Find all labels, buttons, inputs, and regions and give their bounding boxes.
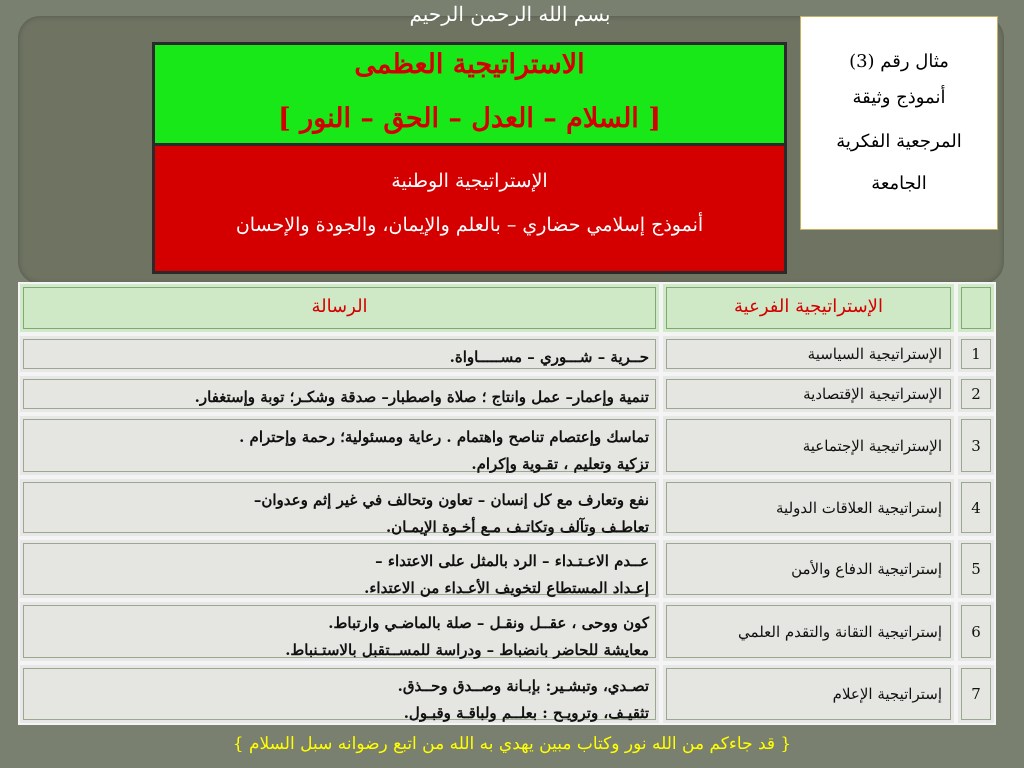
message-text: نفع وتعارف مع كل إنسان – تعاون وتحالف في غير إثم وعدوان– تعاطـف وتآلف وتكاتـف مـع أخـوة الإيمـان. [253,491,649,536]
national-strategy-box [152,146,787,274]
table-row [18,334,996,374]
branch-strategy: إستراتيجية التقانة والتقدم العلمي [738,622,942,641]
strategy-table [18,282,996,725]
branch-strategy: إستراتيجية العلاقات الدولية [776,498,942,517]
branch-strategy: إستراتيجية الإعلام [832,685,942,703]
example-box [800,16,998,230]
message-text: تماسك وإعتصام تناصح واهتمام . رعاية ومسئولية؛ رحمة وإحترام . تزكية وتعليم ، تقـوية وإكرام. [239,428,649,473]
header-num-cell [956,282,996,334]
table-row [18,600,996,663]
branch-strategy: الإستراتيجية الإقتصادية [803,385,942,403]
example-number: مثال رقم (3) [849,51,949,72]
header-branch-cell [661,282,956,334]
row-number: 6 [971,622,981,641]
quran-verse: { قد جاءكم من الله نور وكتاب مبين يهدي به الله من اتبع رضوانه سبل السلام } [232,734,792,754]
example-line-2: أنموذج وثيقة [852,87,946,108]
message-text: تنمية وإعمار– عمل وانتاج ؛ صلاة واصطبار– صدقة وشكـر؛ توبة وإستغفار. [194,388,649,406]
header-message-cell [18,282,661,334]
grand-strategy-values: [ السلام – العدل – الحق – النور ] [278,103,661,134]
row-number: 2 [971,385,981,403]
row-number: 7 [971,685,981,703]
table-row [18,477,996,538]
branch-strategy: الإستراتيجية السياسية [807,345,942,363]
table-row [18,414,996,477]
table-row [18,663,996,725]
bismillah-text: بسم الله الرحمن الرحيم [409,2,611,26]
message-text: كون ووحى ، عقــل ونقـل – صلة بالماضـي وارتباط. معايشة للحاضر بانضباط – ودراسة للمســتقبل بالاستـنباط. [285,614,649,659]
table-row [18,538,996,600]
branch-strategy: الإستراتيجية الإجتماعية [802,436,942,455]
message-text: عــدم الاعـتـداء – الرد بالمثل على الاعتداء – إعـداد المستطاع لتخويف الأعـداء من الاعتداء. [364,552,649,597]
grand-strategy-box [152,42,787,146]
branch-strategy: إستراتيجية الدفاع والأمن [791,560,942,578]
header-message-label: الرسالة [311,296,368,317]
row-number: 4 [971,498,981,517]
national-strategy-desc: أنموذج إسلامي حضاري – بالعلم والإيمان، والجودة والإحسان [235,214,704,236]
header-branch-label: الإستراتيجية الفرعية [734,296,883,317]
example-line-4: الجامعة [871,173,927,194]
row-number: 5 [971,560,981,578]
message-text: تصـدي، وتبشـير: بإبـانة وصــدق وحــذق. تثقيـف، وترويـح : بعلــم ولباقـة وقبـول. [397,677,649,722]
national-strategy-title: الإستراتيجية الوطنية [391,170,548,192]
grand-strategy-title: الاستراتيجية العظمى [354,49,585,80]
row-number: 1 [971,345,981,363]
message-text: حــرية – شـــوري – مســـــاواة. [449,348,649,366]
example-line-3: المرجعية الفكرية [836,131,962,152]
row-number: 3 [971,436,981,455]
table-row [18,374,996,414]
table-header-row [18,282,996,334]
